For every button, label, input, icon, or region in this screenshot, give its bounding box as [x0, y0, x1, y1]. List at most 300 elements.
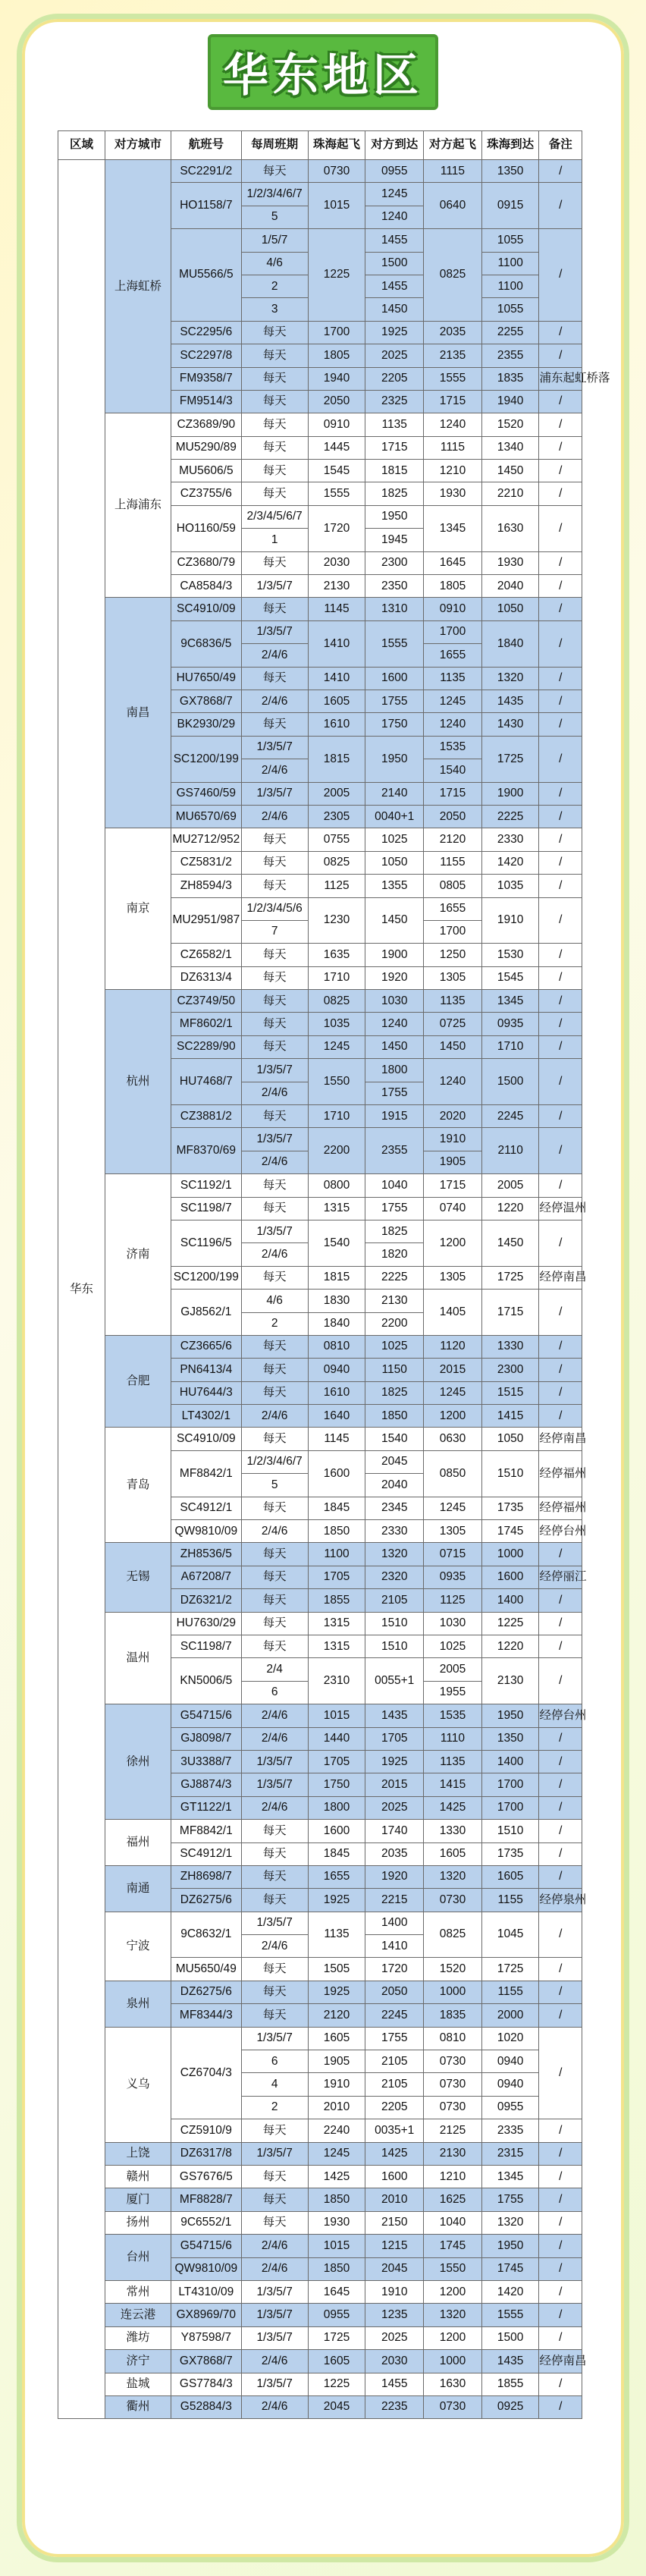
remarks-cell: /	[539, 2188, 582, 2211]
zhuhai-depart-cell: 1225	[308, 229, 365, 322]
dest-arrive-cell: 1920	[365, 1865, 424, 1888]
flight-no-cell: MU2951/987	[171, 897, 242, 944]
flight-no-cell: DZ6313/4	[171, 966, 242, 989]
flight-no-cell: CZ5831/2	[171, 851, 242, 874]
weekly-schedule-cell: 4	[241, 2073, 308, 2096]
flight-no-cell: HU7630/29	[171, 1612, 242, 1635]
flight-no-cell: SC4912/1	[171, 1842, 242, 1865]
zhuhai-arrive-cell: 1745	[481, 1520, 539, 1543]
dest-depart-cell: 1625	[424, 2188, 482, 2211]
table-row	[58, 2350, 582, 2373]
remarks-cell: /	[539, 851, 582, 874]
zhuhai-depart-cell: 1610	[308, 713, 365, 736]
flight-no-cell: DZ6275/6	[171, 1889, 242, 1912]
remarks-cell: /	[539, 2373, 582, 2395]
dest-arrive-cell: 1705	[365, 1727, 424, 1750]
weekly-schedule-cell: 每天	[241, 390, 308, 413]
remarks-cell: /	[539, 990, 582, 1013]
city-cell: 上饶	[105, 2142, 171, 2165]
flight-no-cell: MU5650/49	[171, 1958, 242, 1981]
zhuhai-arrive-cell: 2210	[481, 482, 539, 505]
dest-depart-cell: 0730	[424, 2050, 482, 2073]
table-row	[58, 1174, 582, 1197]
dest-arrive-cell: 1455	[365, 2373, 424, 2395]
dest-depart-cell: 1305	[424, 966, 482, 989]
remarks-cell: /	[539, 505, 582, 551]
zhuhai-arrive-cell: 1510	[481, 1820, 539, 1842]
zhuhai-depart-cell: 1505	[308, 1958, 365, 1981]
dest-depart-cell: 0630	[424, 1428, 482, 1450]
table-row	[58, 1820, 582, 1842]
weekly-schedule-cell: 每天	[241, 482, 308, 505]
table-row	[58, 1335, 582, 1358]
flight-no-cell: G54715/6	[171, 1704, 242, 1727]
page-title: 华东地区	[223, 49, 423, 102]
dest-depart-cell: 2120	[424, 828, 482, 851]
table-row	[58, 2326, 582, 2349]
remarks-cell: /	[539, 828, 582, 851]
remarks-cell: /	[539, 2326, 582, 2349]
dest-depart-cell: 1000	[424, 2350, 482, 2373]
dest-arrive-cell: 1240	[365, 206, 424, 228]
zhuhai-arrive-cell: 1745	[481, 2257, 539, 2280]
city-cell: 福州	[105, 1820, 171, 1866]
weekly-schedule-cell: 1/2/3/4/5/6	[241, 897, 308, 920]
header-row	[58, 131, 582, 160]
zhuhai-arrive-cell: 1500	[481, 2326, 539, 2349]
remarks-cell: /	[539, 805, 582, 828]
zhuhai-depart-cell: 1100	[308, 1543, 365, 1566]
header-zhuhai-arrive: 珠海到达	[481, 131, 539, 160]
dest-arrive-cell: 1925	[365, 321, 424, 344]
dest-arrive-cell: 1950	[365, 505, 424, 528]
zhuhai-depart-cell: 2200	[308, 1128, 365, 1174]
dest-depart-cell: 1120	[424, 1335, 482, 1358]
zhuhai-depart-cell: 0755	[308, 828, 365, 851]
dest-depart-cell: 1200	[424, 1405, 482, 1428]
flight-no-cell: SC1200/199	[171, 1266, 242, 1289]
dest-depart-cell: 1700	[424, 920, 482, 943]
city-cell: 赣州	[105, 2165, 171, 2188]
flight-no-cell: QW9810/09	[171, 2257, 242, 2280]
table-row	[58, 2142, 582, 2165]
remarks-cell: /	[539, 1220, 582, 1266]
weekly-schedule-cell: 每天	[241, 598, 308, 620]
zhuhai-depart-cell: 1850	[308, 1520, 365, 1543]
zhuhai-arrive-cell: 1940	[481, 390, 539, 413]
dest-arrive-cell: 1235	[365, 2304, 424, 2326]
weekly-schedule-cell: 每天	[241, 1013, 308, 1035]
dest-depart-cell: 1555	[424, 367, 482, 390]
dest-arrive-cell: 1920	[365, 966, 424, 989]
weekly-schedule-cell: 4/6	[241, 1290, 308, 1312]
weekly-schedule-cell: 每天	[241, 1820, 308, 1842]
weekly-schedule-cell: 6	[241, 2050, 308, 2073]
weekly-schedule-cell: 每天	[241, 667, 308, 690]
dest-arrive-cell: 1455	[365, 275, 424, 297]
zhuhai-arrive-cell: 1530	[481, 944, 539, 966]
zhuhai-arrive-cell: 1950	[481, 1704, 539, 1727]
zhuhai-depart-cell: 1545	[308, 460, 365, 482]
dest-depart-cell: 1910	[424, 1128, 482, 1151]
zhuhai-arrive-cell: 1520	[481, 413, 539, 436]
zhuhai-arrive-cell: 1725	[481, 1958, 539, 1981]
remarks-cell: /	[539, 1381, 582, 1404]
dest-depart-cell: 0825	[424, 1912, 482, 1958]
remarks-cell: 经停南昌	[539, 1266, 582, 1289]
dest-arrive-cell: 1450	[365, 1035, 424, 1058]
remarks-cell: 经停丽江	[539, 1566, 582, 1588]
zhuhai-depart-cell: 1135	[308, 1912, 365, 1958]
table-row	[58, 1543, 582, 1566]
table-row	[58, 1912, 582, 1934]
remarks-cell: /	[539, 2304, 582, 2326]
dest-arrive-cell: 2050	[365, 1981, 424, 2003]
zhuhai-depart-cell: 1940	[308, 367, 365, 390]
remarks-cell: /	[539, 1013, 582, 1035]
city-cell: 无锡	[105, 1543, 171, 1612]
dest-arrive-cell: 2040	[365, 1474, 424, 1497]
dest-depart-cell: 1240	[424, 413, 482, 436]
dest-depart-cell: 1155	[424, 851, 482, 874]
zhuhai-arrive-cell: 1735	[481, 1497, 539, 1519]
dest-arrive-cell: 2030	[365, 2350, 424, 2373]
header-flight-no: 航班号	[171, 131, 242, 160]
dest-depart-cell: 1745	[424, 2235, 482, 2257]
remarks-cell: /	[539, 1035, 582, 1058]
dest-depart-cell: 2015	[424, 1359, 482, 1381]
weekly-schedule-cell: 1/3/5/7	[241, 736, 308, 759]
remarks-cell: /	[539, 321, 582, 344]
remarks-cell: /	[539, 1842, 582, 1865]
city-cell: 杭州	[105, 990, 171, 1174]
zhuhai-depart-cell: 1145	[308, 1428, 365, 1450]
zhuhai-depart-cell: 1600	[308, 1450, 365, 1497]
flight-no-cell: Y87598/7	[171, 2326, 242, 2349]
dest-depart-cell: 2005	[424, 1658, 482, 1681]
dest-depart-cell: 1250	[424, 944, 482, 966]
remarks-cell: 浦东起虹桥落	[539, 367, 582, 390]
dest-depart-cell: 2050	[424, 805, 482, 828]
weekly-schedule-cell: 每天	[241, 828, 308, 851]
dest-depart-cell: 1115	[424, 160, 482, 183]
zhuhai-depart-cell: 1245	[308, 1035, 365, 1058]
zhuhai-depart-cell: 1930	[308, 2211, 365, 2234]
city-cell: 南昌	[105, 598, 171, 828]
remarks-cell: /	[539, 1750, 582, 1773]
zhuhai-depart-cell: 0730	[308, 160, 365, 183]
dest-depart-cell: 1535	[424, 736, 482, 759]
flight-no-cell: SC4910/09	[171, 1428, 242, 1450]
zhuhai-depart-cell: 1550	[308, 1059, 365, 1105]
weekly-schedule-cell: 1/3/5/7	[241, 1059, 308, 1082]
table-row	[58, 990, 582, 1013]
weekly-schedule-cell: 每天	[241, 1335, 308, 1358]
zhuhai-arrive-cell: 1050	[481, 1428, 539, 1450]
remarks-cell: /	[539, 690, 582, 712]
zhuhai-arrive-cell: 0955	[481, 2096, 539, 2119]
table-row	[58, 2395, 582, 2418]
flight-no-cell: BK2930/29	[171, 713, 242, 736]
zhuhai-arrive-cell: 1510	[481, 1450, 539, 1497]
dest-depart-cell: 1535	[424, 1704, 482, 1727]
dest-depart-cell: 1715	[424, 390, 482, 413]
city-cell: 南京	[105, 828, 171, 990]
dest-depart-cell: 1200	[424, 2280, 482, 2303]
zhuhai-depart-cell: 2305	[308, 805, 365, 828]
dest-arrive-cell: 1820	[365, 1243, 424, 1266]
weekly-schedule-cell: 7	[241, 920, 308, 943]
remarks-cell: 经停泉州	[539, 1889, 582, 1912]
dest-arrive-cell: 1715	[365, 436, 424, 459]
dest-arrive-cell: 2045	[365, 2257, 424, 2280]
flight-no-cell: CZ3749/50	[171, 990, 242, 1013]
dest-arrive-cell: 1945	[365, 529, 424, 551]
dest-depart-cell: 1135	[424, 990, 482, 1013]
zhuhai-depart-cell: 1845	[308, 1497, 365, 1519]
zhuhai-depart-cell: 1850	[308, 2257, 365, 2280]
weekly-schedule-cell: 1	[241, 529, 308, 551]
city-cell: 台州	[105, 2235, 171, 2281]
zhuhai-arrive-cell: 1855	[481, 2373, 539, 2395]
dest-depart-cell: 1110	[424, 1727, 482, 1750]
remarks-cell: /	[539, 667, 582, 690]
remarks-cell: /	[539, 2165, 582, 2188]
dest-arrive-cell: 2045	[365, 1450, 424, 1473]
dest-arrive-cell: 1050	[365, 851, 424, 874]
remarks-cell: /	[539, 1820, 582, 1842]
city-cell: 泉州	[105, 1981, 171, 2027]
zhuhai-arrive-cell: 2255	[481, 321, 539, 344]
weekly-schedule-cell: 每天	[241, 1197, 308, 1220]
zhuhai-arrive-cell: 2225	[481, 805, 539, 828]
weekly-schedule-cell: 每天	[241, 460, 308, 482]
weekly-schedule-cell: 1/3/5/7	[241, 620, 308, 643]
zhuhai-arrive-cell: 1045	[481, 1912, 539, 1958]
zhuhai-depart-cell: 1720	[308, 505, 365, 551]
dest-arrive-cell: 2105	[365, 2050, 424, 2073]
table-row	[58, 2304, 582, 2326]
city-cell: 徐州	[105, 1704, 171, 1820]
title-banner	[208, 34, 438, 110]
flight-no-cell: LT4302/1	[171, 1405, 242, 1428]
zhuhai-arrive-cell: 1715	[481, 1290, 539, 1336]
zhuhai-depart-cell: 1800	[308, 1796, 365, 1819]
flight-no-cell: MF8828/7	[171, 2188, 242, 2211]
zhuhai-arrive-cell: 1515	[481, 1381, 539, 1404]
dest-depart-cell: 1605	[424, 1842, 482, 1865]
dest-depart-cell: 1240	[424, 713, 482, 736]
dest-depart-cell: 1425	[424, 1796, 482, 1819]
zhuhai-depart-cell: 1425	[308, 2165, 365, 2188]
zhuhai-arrive-cell: 1545	[481, 966, 539, 989]
remarks-cell: /	[539, 1912, 582, 1958]
dest-depart-cell: 1415	[424, 1773, 482, 1796]
zhuhai-arrive-cell: 1420	[481, 2280, 539, 2303]
remarks-cell: /	[539, 183, 582, 229]
city-cell: 上海虹桥	[105, 160, 171, 413]
zhuhai-arrive-cell: 1735	[481, 1842, 539, 1865]
dest-depart-cell: 1320	[424, 1865, 482, 1888]
table-row	[58, 160, 582, 183]
flight-no-cell: 9C8632/1	[171, 1912, 242, 1958]
flight-no-cell: GX8969/70	[171, 2304, 242, 2326]
zhuhai-depart-cell: 1440	[308, 1727, 365, 1750]
flight-no-cell: FM9514/3	[171, 390, 242, 413]
remarks-cell: /	[539, 482, 582, 505]
zhuhai-arrive-cell: 1710	[481, 1035, 539, 1058]
dest-depart-cell: 1715	[424, 782, 482, 805]
weekly-schedule-cell: 每天	[241, 990, 308, 1013]
weekly-schedule-cell: 2	[241, 275, 308, 297]
dest-depart-cell: 1450	[424, 1035, 482, 1058]
zhuhai-depart-cell: 1905	[308, 2050, 365, 2073]
dest-depart-cell: 1030	[424, 1612, 482, 1635]
dest-arrive-cell: 2150	[365, 2211, 424, 2234]
dest-arrive-cell: 2325	[365, 390, 424, 413]
zhuhai-depart-cell: 1610	[308, 1381, 365, 1404]
flight-no-cell: GX7868/7	[171, 690, 242, 712]
dest-arrive-cell: 2225	[365, 1266, 424, 1289]
city-cell: 盐城	[105, 2373, 171, 2395]
dest-arrive-cell: 1320	[365, 1543, 424, 1566]
zhuhai-arrive-cell: 2245	[481, 1105, 539, 1128]
flight-no-cell: 9C6836/5	[171, 620, 242, 667]
dest-depart-cell: 0810	[424, 2027, 482, 2050]
zhuhai-arrive-cell: 1055	[481, 229, 539, 252]
remarks-cell: /	[539, 551, 582, 574]
dest-arrive-cell: 1310	[365, 598, 424, 620]
zhuhai-arrive-cell: 1330	[481, 1335, 539, 1358]
remarks-cell: /	[539, 1589, 582, 1612]
zhuhai-depart-cell: 0955	[308, 2304, 365, 2326]
zhuhai-depart-cell: 1840	[308, 1312, 365, 1335]
dest-depart-cell: 2125	[424, 2119, 482, 2142]
header-zhuhai-depart: 珠海起飞	[308, 131, 365, 160]
weekly-schedule-cell: 每天	[241, 321, 308, 344]
dest-arrive-cell: 1910	[365, 2280, 424, 2303]
table-row	[58, 2211, 582, 2234]
weekly-schedule-cell: 每天	[241, 1174, 308, 1197]
zhuhai-arrive-cell: 1320	[481, 667, 539, 690]
zhuhai-depart-cell: 1700	[308, 321, 365, 344]
zhuhai-arrive-cell: 1755	[481, 2188, 539, 2211]
zhuhai-arrive-cell: 1950	[481, 2235, 539, 2257]
zhuhai-depart-cell: 1850	[308, 2188, 365, 2211]
zhuhai-depart-cell: 0825	[308, 990, 365, 1013]
remarks-cell: /	[539, 1335, 582, 1358]
dest-depart-cell: 1245	[424, 1381, 482, 1404]
dest-arrive-cell: 2245	[365, 2004, 424, 2027]
header-weekly-schedule: 每周班期	[241, 131, 308, 160]
zhuhai-arrive-cell: 1450	[481, 1220, 539, 1266]
city-cell: 合肥	[105, 1335, 171, 1428]
flight-no-cell: GJ8562/1	[171, 1290, 242, 1336]
weekly-schedule-cell: 1/2/3/4/6/7	[241, 183, 308, 206]
dest-arrive-cell: 1030	[365, 990, 424, 1013]
zhuhai-depart-cell: 2030	[308, 551, 365, 574]
zhuhai-arrive-cell: 1700	[481, 1796, 539, 1819]
dest-arrive-cell: 1510	[365, 1635, 424, 1658]
remarks-cell: /	[539, 1796, 582, 1819]
weekly-schedule-cell: 2/4/6	[241, 2235, 308, 2257]
remarks-cell: /	[539, 620, 582, 667]
flight-no-cell: SC2289/90	[171, 1035, 242, 1058]
zhuhai-arrive-cell: 1840	[481, 620, 539, 667]
zhuhai-arrive-cell: 1400	[481, 1589, 539, 1612]
zhuhai-depart-cell: 1655	[308, 1865, 365, 1888]
weekly-schedule-cell: 2/4/6	[241, 2350, 308, 2373]
flight-no-cell: CZ6704/3	[171, 2027, 242, 2119]
table-row	[58, 828, 582, 851]
remarks-cell: /	[539, 2211, 582, 2234]
dest-arrive-cell: 2300	[365, 551, 424, 574]
dest-depart-cell: 0740	[424, 1197, 482, 1220]
zhuhai-arrive-cell: 1400	[481, 1750, 539, 1773]
header-dest-depart: 对方起飞	[424, 131, 482, 160]
flight-no-cell: G54715/6	[171, 2235, 242, 2257]
dest-arrive-cell: 2200	[365, 1312, 424, 1335]
dest-arrive-cell: 1755	[365, 1082, 424, 1104]
zhuhai-depart-cell: 1925	[308, 1889, 365, 1912]
dest-depart-cell: 1330	[424, 1820, 482, 1842]
flight-no-cell: 3U3388/7	[171, 1750, 242, 1773]
remarks-cell: /	[539, 1543, 582, 1566]
dest-depart-cell: 1305	[424, 1266, 482, 1289]
remarks-cell: /	[539, 436, 582, 459]
weekly-schedule-cell: 每天	[241, 944, 308, 966]
flight-no-cell: PN6413/4	[171, 1359, 242, 1381]
remarks-cell: /	[539, 1727, 582, 1750]
table-row	[58, 2373, 582, 2395]
zhuhai-depart-cell: 1705	[308, 1750, 365, 1773]
zhuhai-depart-cell: 1230	[308, 897, 365, 944]
weekly-schedule-cell: 每天	[241, 344, 308, 367]
city-cell: 潍坊	[105, 2326, 171, 2349]
remarks-cell: /	[539, 598, 582, 620]
flight-no-cell: CZ3689/90	[171, 413, 242, 436]
dest-arrive-cell: 2235	[365, 2395, 424, 2418]
table-row	[58, 1704, 582, 1727]
dest-arrive-cell: 1025	[365, 828, 424, 851]
dest-depart-cell: 1645	[424, 551, 482, 574]
dest-arrive-cell: 1455	[365, 229, 424, 252]
dest-arrive-cell: 2105	[365, 1589, 424, 1612]
remarks-cell: /	[539, 1658, 582, 1704]
zhuhai-depart-cell: 2045	[308, 2395, 365, 2418]
weekly-schedule-cell: 2/4/6	[241, 1243, 308, 1266]
dest-depart-cell: 1245	[424, 690, 482, 712]
weekly-schedule-cell: 2/4/6	[241, 2395, 308, 2418]
dest-arrive-cell: 2025	[365, 2326, 424, 2349]
zhuhai-depart-cell: 0800	[308, 1174, 365, 1197]
weekly-schedule-cell: 2/4/6	[241, 805, 308, 828]
zhuhai-arrive-cell: 1155	[481, 1889, 539, 1912]
dest-arrive-cell: 1245	[365, 183, 424, 206]
weekly-schedule-cell: 2/4/6	[241, 2257, 308, 2280]
dest-depart-cell: 1135	[424, 1750, 482, 1773]
dest-arrive-cell: 2345	[365, 1497, 424, 1519]
dest-depart-cell: 1550	[424, 2257, 482, 2280]
remarks-cell: /	[539, 736, 582, 782]
dest-arrive-cell: 2215	[365, 1889, 424, 1912]
zhuhai-arrive-cell: 1605	[481, 1865, 539, 1888]
flight-no-cell: HU7650/49	[171, 667, 242, 690]
remarks-cell: /	[539, 875, 582, 897]
weekly-schedule-cell: 每天	[241, 1035, 308, 1058]
dest-arrive-cell: 1815	[365, 460, 424, 482]
weekly-schedule-cell: 1/2/3/4/6/7	[241, 1450, 308, 1473]
